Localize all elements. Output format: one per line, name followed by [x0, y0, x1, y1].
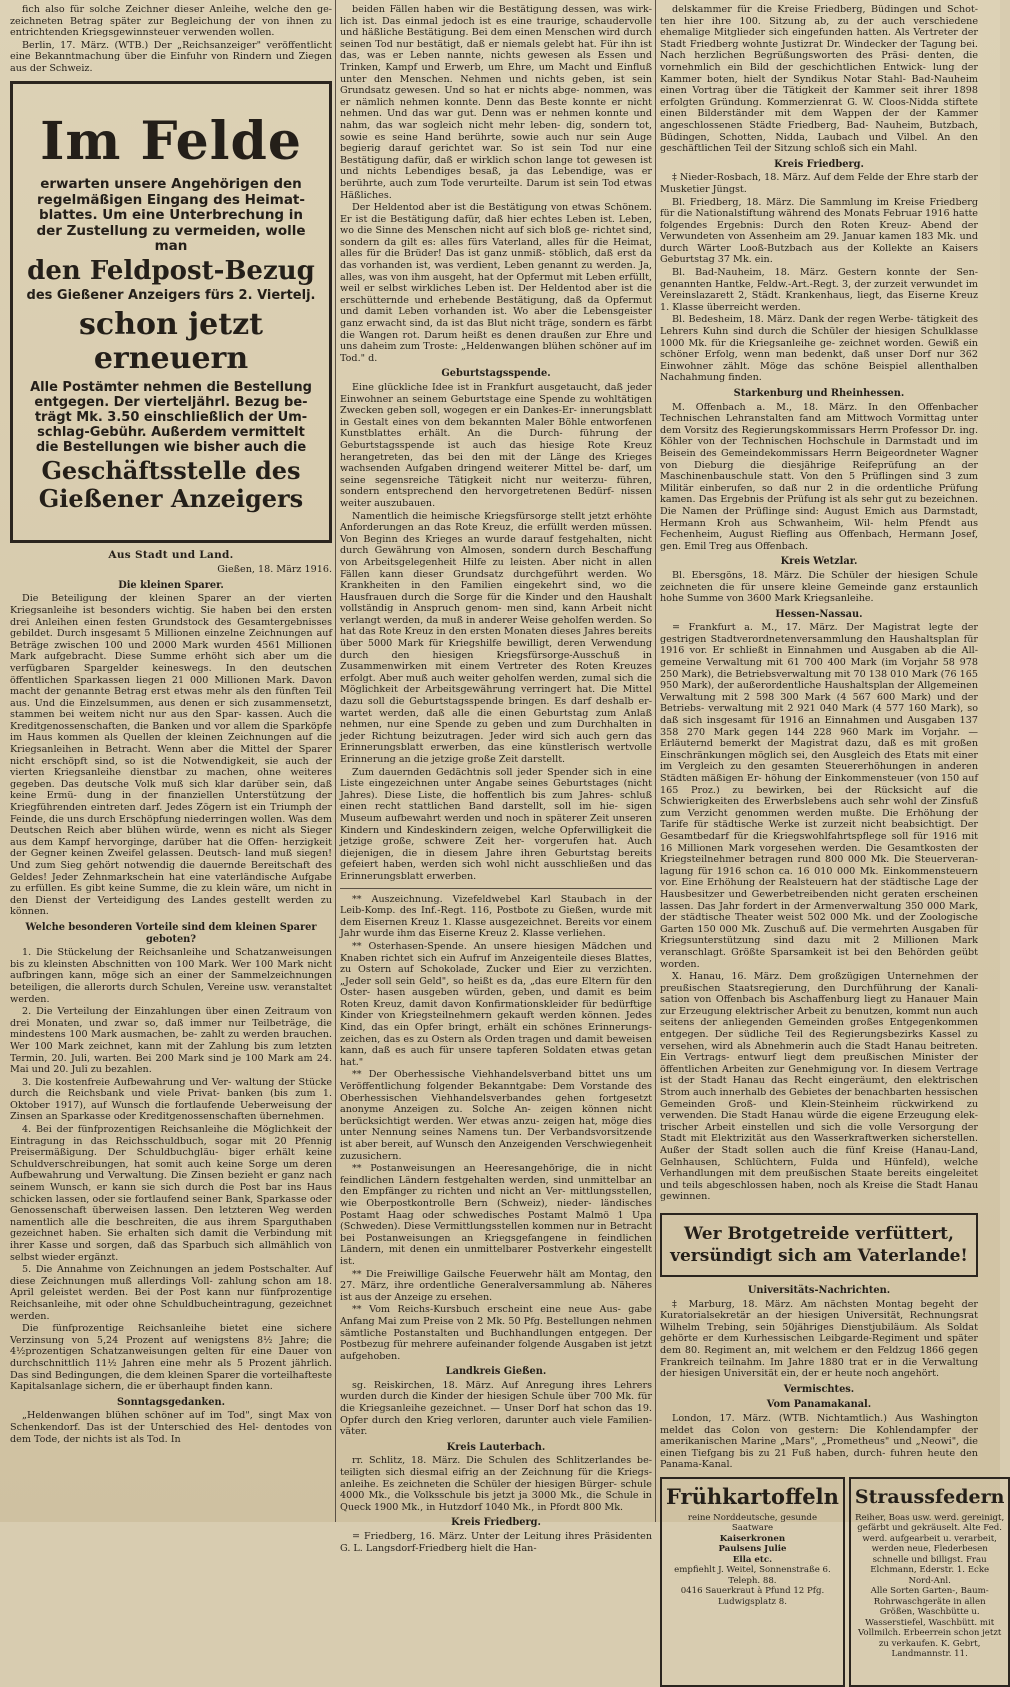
- paragraph: Berlin, 17. März. (WTB.) Der „Reichsanzeiger" veröffentlicht eine Bekanntmachung über die Einfuhr von Rindern und Ziegen aus der Schweiz.: [10, 39, 332, 74]
- paragraph: Die fünfprozentige Reichsanleihe bietet eine sichere Verzinsung von 5,24 Prozent auf wenigstens 8½ Jahre; die 4½prozentigen Schatzanweisungen gelten für eine Dauer von durchschnittlich 11½ Jahren eine mehr als 5 Prozent jährlich. Das sind Bedingungen, die dem kleinen Sparer die vorteilhafteste Kapitalsanlage sichern, die er überhaupt finden kann.: [10, 1323, 332, 1393]
- article-heading: Welche besonderen Vorteile sind dem kleinen Sparer geboten?: [25, 921, 317, 945]
- ad-text: Alle Postämter nehmen die Bestellung entgegen. Der vierteljährl. Bezug be‑ trägt Mk. 3.50 einschließlich der Um‑ schlag‑Gebühr. Außerdem vermittelt die Bestellungen wie bisher auch die: [30, 379, 312, 455]
- dateline: Gießen, 18. März 1916.: [217, 564, 332, 576]
- article-heading: Kreis Friedberg.: [451, 1517, 541, 1529]
- ad-text: 0416 Sauerkraut à Pfund 12 Pfg. Ludwigsplatz 8.: [680, 1586, 825, 1607]
- ad-title: Im Felde: [40, 110, 302, 172]
- article-heading: Universitäts‑Nachrichten.: [747, 1284, 891, 1296]
- article-heading: Sonntagsgedanken.: [116, 1396, 226, 1408]
- ad-text: des Gießener Anzeigers fürs 2. Viertelj.: [26, 287, 316, 303]
- paragraph: 1. Die Stückelung der Reichsanleihe und Schatzanweisungen bis zu kleinsten Abschnitten von 100 Mark. Wer 100 Mark nicht aufbringen kann, möge sich an einer der Sammelzeichnungen beteiligen, die allerorts durch Schulen, Vereine usw. veranstaltet werden.: [10, 947, 332, 1005]
- paragraph: Eine glückliche Idee ist in Frankfurt ausgetaucht, daß jeder Einwohner an seinem Geburtstage eine Spende zu wohltätigen Zwecken geben soll, wogegen er ein Dankes‑Er‑ innerungsblatt in Gestalt eines von dem bekannten Maler Böhle entworfenen Kunstblattes erhält. An die Durch‑ führung der Geburtstagsspende ist auch das hiesige Rote Kreuz herangetreten, das bei den mit der Länge des Krieges wachsenden Aufgaben dringend weiterer Mittel be‑ darf, um seine segensreiche Tätigkeit nicht nur weiterzu‑ führen, sondern entsprechend den hervorgetretenen Bedürf‑ nissen weiter auszubauen.: [340, 382, 652, 509]
- ad-item: Paulsens Julie: [718, 1544, 787, 1555]
- straussfedern-ad: [849, 1477, 1010, 1687]
- article-subheading: Vom Panamakanal.: [766, 1399, 872, 1411]
- ad-item: Ella etc.: [732, 1554, 773, 1565]
- article-heading: Kreis Friedberg.: [774, 158, 864, 170]
- classified-ads: [660, 1477, 1005, 1687]
- paragraph: Bl. Ebersgöns, 18. März. Die Schüler der hiesigen Schule zeichneten die für unsere kleine Gemeinde ganz erstaunlich hohe Summe von 3600 Mark Kriegsanleihe.: [660, 569, 978, 605]
- paragraph: Die Beteiligung der kleinen Sparer an der vierten Kriegsanleihe ist besonders wichtig. Sie haben bei den ersten drei Anleihen einen festen Grundstock des Gesamtergebnisses gebildet. Durch insgesamt 5 Millionen einzelne Zeichnungen auf Beträge zwischen 100 und 2000 Mark wurden 4561 Millionen Mark aufgebracht. Diese Summe erhöht sich aber um die verfügbaren Spargelder keineswegs. In den deutschen öffentlichen Sparkassen liegen 21 000 Millionen Mark. Davon macht der genannte Betrag erst etwas mehr als den fünften Teil aus. Und die Einzelsummen, aus denen er sich zusammensetzt, stammen bei weitem nicht nur aus den Spar‑ kassen. Auch die Kreditgenossenschaften, die Banken und vor allem die Sparköpfe im Haus kommen als Quellen der kleinen Zeichnungen auf die Kriegsanleihen in Betracht. Wenn aber die Mittel der Sparer nicht erschöpft sind, so ist die Notwendigkeit, sie auch der vierten Kriegsanleihe dienstbar zu machen, ohne weiteres gegeben. Das deutsche Volk muß sich klar darüber sein, daß keine Ermü‑ dung in der finanziellen Unterstützung der Kriegführenden eintreten darf. Jedes Zögern ist ein Triumph der Feinde, die uns durch Erschöpfung niederringen wollen. Was dem Deutschen Reich aber blühen würde, wenn es nicht als Sieger aus dem Kampf hervorginge, darüber hat die Offen‑ herzigkeit der Gegner keinen Zweifel gelassen. Deutsch‑ land muß siegen! Und zum Sieg gehört notwendig die dauernde Bereitschaft des Geldes! Jeder Zehnmarkschein hat eine vaterländische Aufgabe zu erfüllen. Es gibt keine Summe, die zu klein wäre, um nicht in den Dienst der Verteidigung des Landes gestellt werden zu können.: [10, 593, 332, 918]
- ad-text: reine Norddeutsche, gesunde Saatware: [687, 1512, 818, 1534]
- article-heading: Landkreis Gießen.: [445, 1366, 547, 1378]
- paragraph: sg. Reiskirchen, 18. März. Auf Anregung ihres Lehrers wurden durch die Kinder der hiesigen Schule über 700 Mk. für die Kriegsanleihe gezeichnet. — Unser Dorf hat schon das 19. Opfer durch den Krieg verloren, darunter auch viele Familien‑ väter.: [340, 1379, 652, 1438]
- ad-text: erwarten unsere Angehörigen den regelmäßigen Eingang des Heimat‑ blattes. Um eine Unterbrechung in der Zustellung zu vermeiden, wolle man: [36, 176, 306, 255]
- paragraph: Namentlich die heimische Kriegsfürsorge stellt jetzt erhöhte Anforderungen an das Rote Kreuz, die erfüllt werden müssen. Von Beginn des Krieges an wurde darauf festgehalten, nicht durch Gewährung von Almosen, sondern durch Beschaffung von Arbeitsgelegenheit Hilfe zu leisten. Aber nicht in allen Fällen kann dieser Grundsatz durchgeführt werden. Wo Krankheiten in den Familien eingekehrt sind, wo die Hausfrauen durch die Sorge für die Kinder und den Haushalt vollständig in Anspruch genom‑ men sind, kann Arbeit nicht verlangt werden, da muß in anderer Weise geholfen werden. So hat das Rote Kreuz in den ersten Monaten dieses Jahres bereits über 5000 Mark für Kriegshilfe bewilligt, deren Verwendung durch den hiesigen Kriegsfürsorge‑Ausschuß in Zusammenwirken mit einem Vertreter des Roten Kreuzes erfolgt. Aber muß auch weiter geholfen werden, zumal sich die Möglichkeit der Arbeitsgewährung verringert hat. Die Mittel dazu soll die Geburtstagsspende bringen. Es darf deshalb er‑ wartet werden, daß alle die einen Geburtstag zum Anlaß nehmen, nur eine Spende zu geben und zum Durchhalten in jeder Richtung beizutragen. Jeder wird sich auch gern das Erinnerungsblatt erwerben, das eine künstlerisch wertvolle Erinnerung an die jetzige große Zeit darstellt.: [340, 510, 652, 765]
- paragraph: 5. Die Annahme von Zeichnungen an jedem Postschalter. Auf diese Zeichnungen muß allerdings Voll‑ zahlung schon am 18. April geleistet werden. Bei der Post kann nur fünfprozentige Reichsanleihe, mit oder ohne Schuldbucheintragung, gezeichnet werden.: [10, 1264, 332, 1322]
- article-heading: Kreis Lauterbach.: [446, 1441, 546, 1453]
- column-1: [10, 4, 332, 1518]
- paragraph: ‡ Marburg, 18. März. Am nächsten Montag begeht der Kuratorialsekretär an der hiesigen Universität, Rechnungsrat Wilhelm Trebing, sein 50jähriges Dienstjubiläum. Als Soldat gehörte er dem Kurhessischen Leibgarde‑Regiment und später dem 80. Regiment an, mit welchem er den Feldzug 1866 gegen Frankreich teilnahm. Im Jahre 1880 trat er in die Verwaltung der hiesigen Universität ein, der er heute noch angehört.: [660, 1298, 978, 1380]
- article-heading: Starkenburg und Rheinhessen.: [733, 388, 905, 399]
- feldpost-advertisement: [10, 81, 332, 543]
- ad-title: Frühkartoffeln: [666, 1483, 839, 1509]
- ad-text: empfiehlt J. Weitel, Sonnenstraße 6. Teleph. 88.: [674, 1565, 831, 1586]
- paragraph: X. Hanau, 16. März. Dem großzügigen Unternehmen der preußischen Staatsregierung, den Durchführung der Kanali‑ sation von Offenbach bis Aschaffenburg liegt zu Hanauer Main zur Erzeugung elektrischer Arbeit zu benutzen, kommt nun auch seitens der anliegenden Gemeinden großes Entgegenkommen entgegen. Der südliche Teil des Regierungsbezirks Kassel zu versehen, wird als Abnehmerin auch die Stadt Hanau beitreten. Ein Vertrags‑ entwurf liegt dem preußischen Minister der öffentlichen Arbeiten zur Genehmigung vor. In diesem Vertrage ist der Stadt Hanau das Recht eingeräumt, den elektrischen Strom auch innerhalb des Gebietes der benachbarten hessischen Gemeinden Groß‑ und Klein‑Steinheim rückwirkend zu verwenden. Die Stadt Hanau würde die eigene Erzeugung elek‑ trischer Arbeit einstellen und sich die volle Versorgung der Stadt mit Elektrizität aus den Wasserkraftwerken sicherstellen. Außer der Stadt sollen auch die fünf Kreise (Hanau‑Land, Gelnhausen, Schlüchtern, Fulda und Hünfeld), welche Verhandlungen mit dem preußischen Staate bereits eingeleitet und teils abgeschlossen haben, noch als Kreise die Stadt Hanau gewinnen.: [660, 971, 978, 1203]
- news-note: ** Postanweisungen an Heeresangehörige, die in nicht feindlichen Ländern festgehalten werden, sind unmittelbar an den Empfänger zu richten und nicht an Ver‑ mittlungsstellen, wie Oberpostkontrolle Bern (Schweiz), nieder‑ ländisches Postamt Haag oder schwedisches Postamt Malmö 1 Upa (Schweden). Diese Vermittlungsstellen kommen nur in Betracht bei Postanweisungen an Kriegsgefangene in feindlichen Ländern, mit denen ein unmittelbarer Postverkehr eingestellt ist.: [340, 1163, 652, 1267]
- ad-footer: Geschäftsstelle des Gießener Anzeigers: [38, 456, 304, 514]
- ad-headline: den Feldpost‑Bezug: [27, 255, 315, 286]
- article-heading: Vermischtes.: [783, 1383, 855, 1395]
- paragraph: 2. Die Verteilung der Einzahlungen über einen Zeitraum von drei Monaten, und zwar so, daß immer nur Teilbeträge, die mindestens 100 Mark ausmachen, be‑ zahlt zu werden brauchen. Wer 100 Mark zeichnet, kann mit der Zahlung bis zum letzten Termin, 20. Juli, warten. Bei 200 Mark sind je 100 Mark am 24. Mai und 20. Juli zu bezahlen.: [10, 1006, 332, 1076]
- column-2: [340, 4, 652, 1554]
- paragraph: Der Heldentod aber ist die Bestätigung von etwas Schönem. Er ist die Bestätigung dafür, daß hier echtes Leben ist. Leben, wo die Sinne des Menschen nicht auf sich bloß ge‑ richtet sind, sondern da gilt es: alles fürs Vaterland, alles für die Heimat, alles für die Brüder! Das ist ganz unmiß‑ stöblich, daß erst da das vorhanden ist, was verdient, Leben genannt zu werden. Ja, alles, was von ihm ausgeht, hat der Opfermut mit Leben erfüllt, weil er selbst wirkliches Leben ist. Der Heldentod aber ist die erschütternde und erhebende Bestätigung, daß da Opfermut und damit Leben vorhanden ist. Wo aber die Lebensgeister ganz erwacht sind, da ist das Blut nicht träge, sondern es färbt die Wangen rot. Darum heißt es denen draußen zur Ehre und uns daheim zum Troste: „Heldenwangen blühen schöner auf im Tod." d.: [340, 202, 652, 364]
- divider: [340, 888, 652, 889]
- paragraph: ‡ Nieder‑Rosbach, 18. März. Auf dem Felde der Ehre starb der Musketier Jüngst.: [660, 172, 978, 195]
- column-rule: [655, 0, 656, 1522]
- ad-headline: schon jetzt erneuern: [79, 306, 263, 377]
- article-heading: Kreis Wetzlar.: [780, 556, 858, 568]
- column-3: [660, 4, 1005, 1660]
- article-heading: Hessen‑Nassau.: [775, 608, 863, 620]
- paragraph: delskammer für die Kreise Friedberg, Büdingen und Schot‑ ten hier ihre 100. Sitzung ab, zu der auch verschiedene ehemalige Mitglieder sich eingefunden hatten. Als Vertreter der Stadt Friedberg wohnte Justizrat Dr. Windecker der Tagung bei. Nach herzlichen Begrüßungsworten des Präsi‑ denten, die vornehmlich ein Bild der geschichtlichen Entwick‑ lung der Kammer boten, hielt der Syndikus Notar Stahl‑ Bad‑Nauheim einen Vortrag über die Tätigkeit der Kammer seit ihrer 1898 erfolgten Gründung. Kommerzienrat G. W. Cloos‑Nidda stiftete einen Bilderständer mit dem Wappen der der Kammer angeschlossenen Städte Friedberg, Bad‑ Nauheim, Butzbach, Büdingen, Schotten, Nidda, Laubach und Vilbel. An den geschäftlichen Teil der Sitzung schloß sich ein Mahl.: [660, 4, 978, 155]
- paragraph: = Friedberg, 16. März. Unter der Leitung ihres Präsidenten G. L. Langsdorf‑Friedberg hielt die Han‑: [340, 1531, 652, 1554]
- news-note: ** Osterhasen‑Spende. An unsere hiesigen Mädchen und Knaben richtet sich ein Aufruf im Anzeigenteile dieses Blattes, zu Ostern auf Schokolade, Zucker und Eier zu verzichten. „Jeder soll sein Geld", so heißt es da, „das eure Eltern für den Oster‑ hasen ausgeben würden, geben, und damit es beim Roten Kreuz, damit davon Konfirmationskleider für bedürftige Kinder von Kriegsteilnehmern gekauft werden können. Jedes Kind, das ein Opfer bringt, erhält ein schönes Erinnerungs‑ zeichen, das es zu Ostern als Orden tragen und damit beweisen kann, daß es auch für unsere tapferen Soldaten etwas getan hat.": [340, 940, 652, 1068]
- paragraph: 3. Die kostenfreie Aufbewahrung und Ver‑ waltung der Stücke durch die Reichsbank und viele Privat‑ banken (bis zum 1. Oktober 1917), auf Wunsch die fortlaufende Ueberweisung der Zinsen an Sparkasse oder Kreditgenossenschaften übernehmen.: [10, 1076, 332, 1123]
- paragraph: 4. Bei der fünfprozentigen Reichsanleihe die Möglichkeit der Eintragung in das Reichsschuldbuch, sogar mit 20 Pfennig Preisermäßigung. Der Schuldbuchgläu‑ biger erhält keine Schuldverschreibungen, hat somit auch keine Sorge um deren Aufbewahrung und Verwaltung. Die Zinsen bezieht er ganz nach seinem Wunsch, er kann sie sich durch die Post bar ins Haus schicken lassen, oder sie fortlaufend seiner Bank, Sparkasse oder Genossenschaft überweisen lassen. Den letzteren Weg werden namentlich alle die beschreiten, die aus ihrem Sparguthaben gezeichnet haben. Sie erhalten sich damit die Verbindung mit ihrer Kasse und sorgen, daß das Sparbuch sich allmählich von selbst wieder ergänzt.: [10, 1124, 332, 1263]
- ad-title: Straussfedern: [854, 1485, 1005, 1508]
- column-rule: [335, 0, 336, 1522]
- paragraph: Zum dauernden Gedächtnis soll jeder Spender sich in eine Liste eingezeichnen unter Angabe seines Geburtstages (nicht Jahres). Diese Liste, die hoffentlich bis zum Jahres‑ schluß einen recht stattlichen Band darstellt, soll im hie‑ sigen Museum aufbewahrt werden und noch in späterer Zeit unseren Kindern und Kindeskindern zeigen, welche Opferwilligkeit die jetzige große, schwere Zeit her‑ vorgerufen hat. Auch diejenigen, die in diesem Jahre ihren Geburtstag bereits gefeiert haben, werden sich wohl nicht ausschließen und das Erinnerungsblatt erwerben.: [340, 766, 652, 882]
- paragraph: beiden Fällen haben wir die Bestätigung dessen, was wirk‑ lich ist. Das einmal jedoch ist es eine traurige, schaudervolle und häßliche Bestätigung. Bei dem einen Menschen wird durch seinen Tod nur bestätigt, daß er niemals gelebt hat. Für ihn ist das, was er Leben nannte, nichts gewesen als Essen und Trinken, Kampf und Erwerb, um Ehre, um Macht und Einfluß unter den Menschen. Nehmen und nichts geben, ist sein Grundsatz gewesen. Und so hat er nichts abge‑ nommen, was er nämlich nehmen konnte. Denn das Beste konnte er nicht nehmen. Und das war gut. Denn was er nehmen konnte und nahm, das war sogleich nicht mehr leben‑ dig, sondern tot, sowie es seine Hand berührte, sowie auch nur sein Auge begierig darauf gerichtet war. So ist sein Tod nur eine Bestätigung dafür, daß er wirklich schon lange tot gewesen ist und nichts Lebendiges besaß, ja das Lebendige, was er berührte, auch zum Tode verurteilte. Darum ist sein Tod etwas Häßliches.: [340, 4, 652, 201]
- article-heading: Die kleinen Sparer.: [118, 579, 224, 591]
- paragraph: Bl. Bad‑Nauheim, 18. März. Gestern konnte der Sen‑ genannten Hantke, Feldw.‑Art.‑Regt. 3, der zurzeit verwundet im Vereinslazarett 2, Städt. Krankenhaus, liegt, das Eiserne Kreuz 1. Klasse überreicht werden.: [660, 267, 978, 313]
- ad-text: Reiher, Boas usw. werd. gereinigt, gefärbt und gekräuselt. Alte Fed. werd. aufgearbeit u. verarbeit, werden neue, Flederbesen schnelle und billigst. Frau Elchmann, Ederstr. 1. Ecke Nord‑Anl.: [855, 1512, 1005, 1586]
- section-title: Aus Stadt und Land.: [108, 548, 234, 561]
- news-note: ** Vom Reichs‑Kursbuch erscheint eine neue Aus‑ gabe Anfang Mai zum Preise von 2 Mk. 50 Pfg. Bestellungen nehmen sämtliche Postanstalten und Buchhandlungen entgegen. Der Postbezug für mehrere aufeinander folgende Ausgaben ist jetzt aufgehoben.: [340, 1304, 652, 1362]
- news-note: ** Der Oberhessische Viehhandelsverband bittet uns um Veröffentlichung folgender Bekanntgabe: Dem Vorstande des Oberhessischen Viehhandelsverbandes gehen fortgesetzt anonyme Anzeigen zu. Solche An‑ zeigen können nicht berücksichtigt werden. Wer etwas anzu‑ zeigen hat, möge dies unter Nennung seines Namens tun. Der Verbandsvorsitzende ist aber bereit, auf Wunsch den Anzeigenden Verschwiegenheit zuzusichern.: [340, 1069, 652, 1162]
- paragraph: fich also für solche Zeichner dieser Anleihe, welche den ge‑ zeichneten Betrag später zur Begleichung der von ihnen zu entrichtenden Kriegsgewinnsteuer verwenden wollen.: [10, 4, 332, 39]
- news-note: ** Die Freiwillige Gailsche Feuerwehr hält am Montag, den 27. März, ihre ordentliche Generalversammlung ab. Näheres ist aus der Anzeige zu ersehen.: [340, 1268, 652, 1303]
- paragraph: Bl. Bedesheim, 18. März. Dank der regen Werbe‑ tätigkeit des Lehrers Kuhn sind durch die Schüler der hiesigen Schulklasse 1000 Mk. für die Kriegsanleihe ge‑ zeichnet worden. Gewiß ein schöner Erfolg, wenn man bedenkt, daß unser Dorf nur 362 Einwohner zählt. Möge das schöne Beispiel allenthalben Nachahmung finden.: [660, 314, 978, 384]
- news-note: ** Auszeichnung. Vizefeldwebel Karl Staubach in der Leib‑Komp. des Inf.‑Regt. 116, Postbote zu Gießen, wurde mit dem Eisernen Kreuz 1. Klasse ausgezeichnet. Bereits vor einem Jahr wurde ihm das Eiserne Kreuz 2. Klasse verliehen.: [340, 893, 652, 940]
- fruehkartoffeln-ad: [660, 1477, 845, 1687]
- paragraph: „Heldenwangen blühen schöner auf im Tod", singt Max von Schenkendorf. Das ist der Unterschied des Hel‑ dentodes von dem Tode, der nichts ist als Tod. In: [10, 1410, 332, 1445]
- article-heading: Geburtstagsspende.: [441, 368, 551, 380]
- paragraph: rr. Schlitz, 18. März. Die Schulen des Schlitzerlandes be‑ teiligten sich diesmal eifrig an der Zeichnung für die Kriegs‑ anleihe. Es zeichneten die Schüler der hiesigen Bürger‑ schule 4000 Mk., die Volksschule bis jetzt ja 3000 Mk., die Schule in Queck 1900 Mk., in Hutzdorf 1040 Mk., in Pfordt 800 Mk.: [340, 1455, 652, 1513]
- paragraph: London, 17. März. (WTB. Nichtamtlich.) Aus Washington meldet das Colon von gestern: Die Kohlendampfer der amerikanischen Marine „Mars", „Prometheus" und „Neowi", die einen Tiefgang bis zu 21 Fuß haben, durch‑ fuhren heute den Panama‑Kanal.: [660, 1412, 978, 1471]
- paragraph: Bl. Friedberg, 18. März. Die Sammlung im Kreise Friedberg für die Nationalstiftung während des Monats Februar 1916 hatte folgendes Ergebnis: Durch den Roten Kreuz‑ Abend der Verwundeten von Assenheim am 29. Januar kamen 183 Mk. und durch Wärter Looß‑Butzbach aus der Kollekte an Kaisers Geburtstag 37 Mk. ein.: [660, 196, 978, 266]
- brotgetreide-notice: Wer Brotgetreide verfüttert, versündigt sich am Vaterlande!: [660, 1213, 978, 1277]
- paragraph: = Frankfurt a. M., 17. März. Der Magistrat legte der gestrigen Stadtverordnetenversammlung den Haushaltsplan für 1916 vor. Er schließt in Einnahmen und Ausgaben ab die All‑ gemeine Verwaltung mit 61 700 400 Mark (im Vorjahr 58 978 250 Mark), die Betriebsverwaltung mit 70 138 010 Mark (76 165 950 Mark), der außerordentliche Haushaltsplan der Allgemeinen Verwaltung mit 2 598 300 Mark (4 567 600 Mark) und der Betriebs‑ verwaltung mit 2 921 040 Mark (4 577 160 Mark), so daß sich insgesamt für 1916 an Einnahmen und Ausgaben 137 358 270 Mark gegen 144 228 960 Mark im Vorjahr. — Erläuternd bemerkt der Magistrat dazu, daß es mit großen Einschränkungen möglich sei, den Ausgleich des Etats mit einer im Vergleich zu den gesamten Steuererhöhungen in anderen Städten mäßigen Er‑ höhung der Einkommensteuer (von 150 auf 165 Proz.) zu bewirken, bei der Rücksicht auf die Schwierigkeiten des Erwerbslebens auch sehr wohl der Zinsfuß zum Verzicht genommen werden mußte. Die Erhöhung der Tarife für städtische Werke ist zurzeit nicht beabsichtigt. Der Gesamtbedarf für die Kriegswohlfahrtspflege soll für 1916 mit 16 Millionen Mark vorgesehen werden. Die Gesamtkosten der Kriegsteilnehmer betragen rund 800 000 Mk. Die Steuerveran‑ lagung für 1916 schon ca. 16 010 000 Mk. Einkommensteuern vor. Eine Erhöhung der Realsteuern hat der städtische Lage der Hausbesitzer und Gewerbetreibenden nicht geraten erscheinen lassen. Das Jahr fordert in der Armenverwaltung 350 000 Mark, der städtische Theater weist 502 000 Mk. und der Zoologische Garten 150 000 Mk. Zuschuß auf. Die vermehrten Ausgaben für Kriegsunterstützung sind dazu mit 2 Millionen Mark veranschlagt. Größte Sparsamkeit ist bei den Behörden geübt worden.: [660, 622, 978, 970]
- ad-text: Alle Sorten Garten‑, Baum‑ Rohrwaschgeräte in allen Größen, Waschbütte u. Wasserstiefel, Waschbütt. mit Vollmilch. Erbeerrein schon jetzt zu verkaufen. K. Gebrt, Landmannstr. 11.: [858, 1586, 1002, 1660]
- paragraph: M. Offenbach a. M., 18. März. In den Offenbacher Technischen Lehranstalten fand am Mittwoch Vormittag unter dem Vorsitz des Regierungskommissars Herrn Professor Dr. ing. Köhler von der Technischen Hochschule in Darmstadt und im Beisein des Gemeindekommissars Herrn Beigeordneter Wagner von Dieburg die diesjährige Reifeprüfung an der Maschinenbauschule statt. Von den 5 Prüflingen sind 3 zum Militär einberufen, so daß nur 2 in die ordentliche Prüfung kamen. Das Ergebnis der Prüfung ist als sehr gut zu bezeichnen. Die Namen der Prüflinge sind: August Emich aus Darmstadt, Hermann Kroh aus Schwanheim, Wil‑ helm Pfendt aus Fechenheim, August Riefling aus Offenbach, Hermann Josef, gen. Emil Treg aus Offenbach.: [660, 401, 978, 552]
- ad-item: Kaiserkronen: [719, 1533, 786, 1544]
